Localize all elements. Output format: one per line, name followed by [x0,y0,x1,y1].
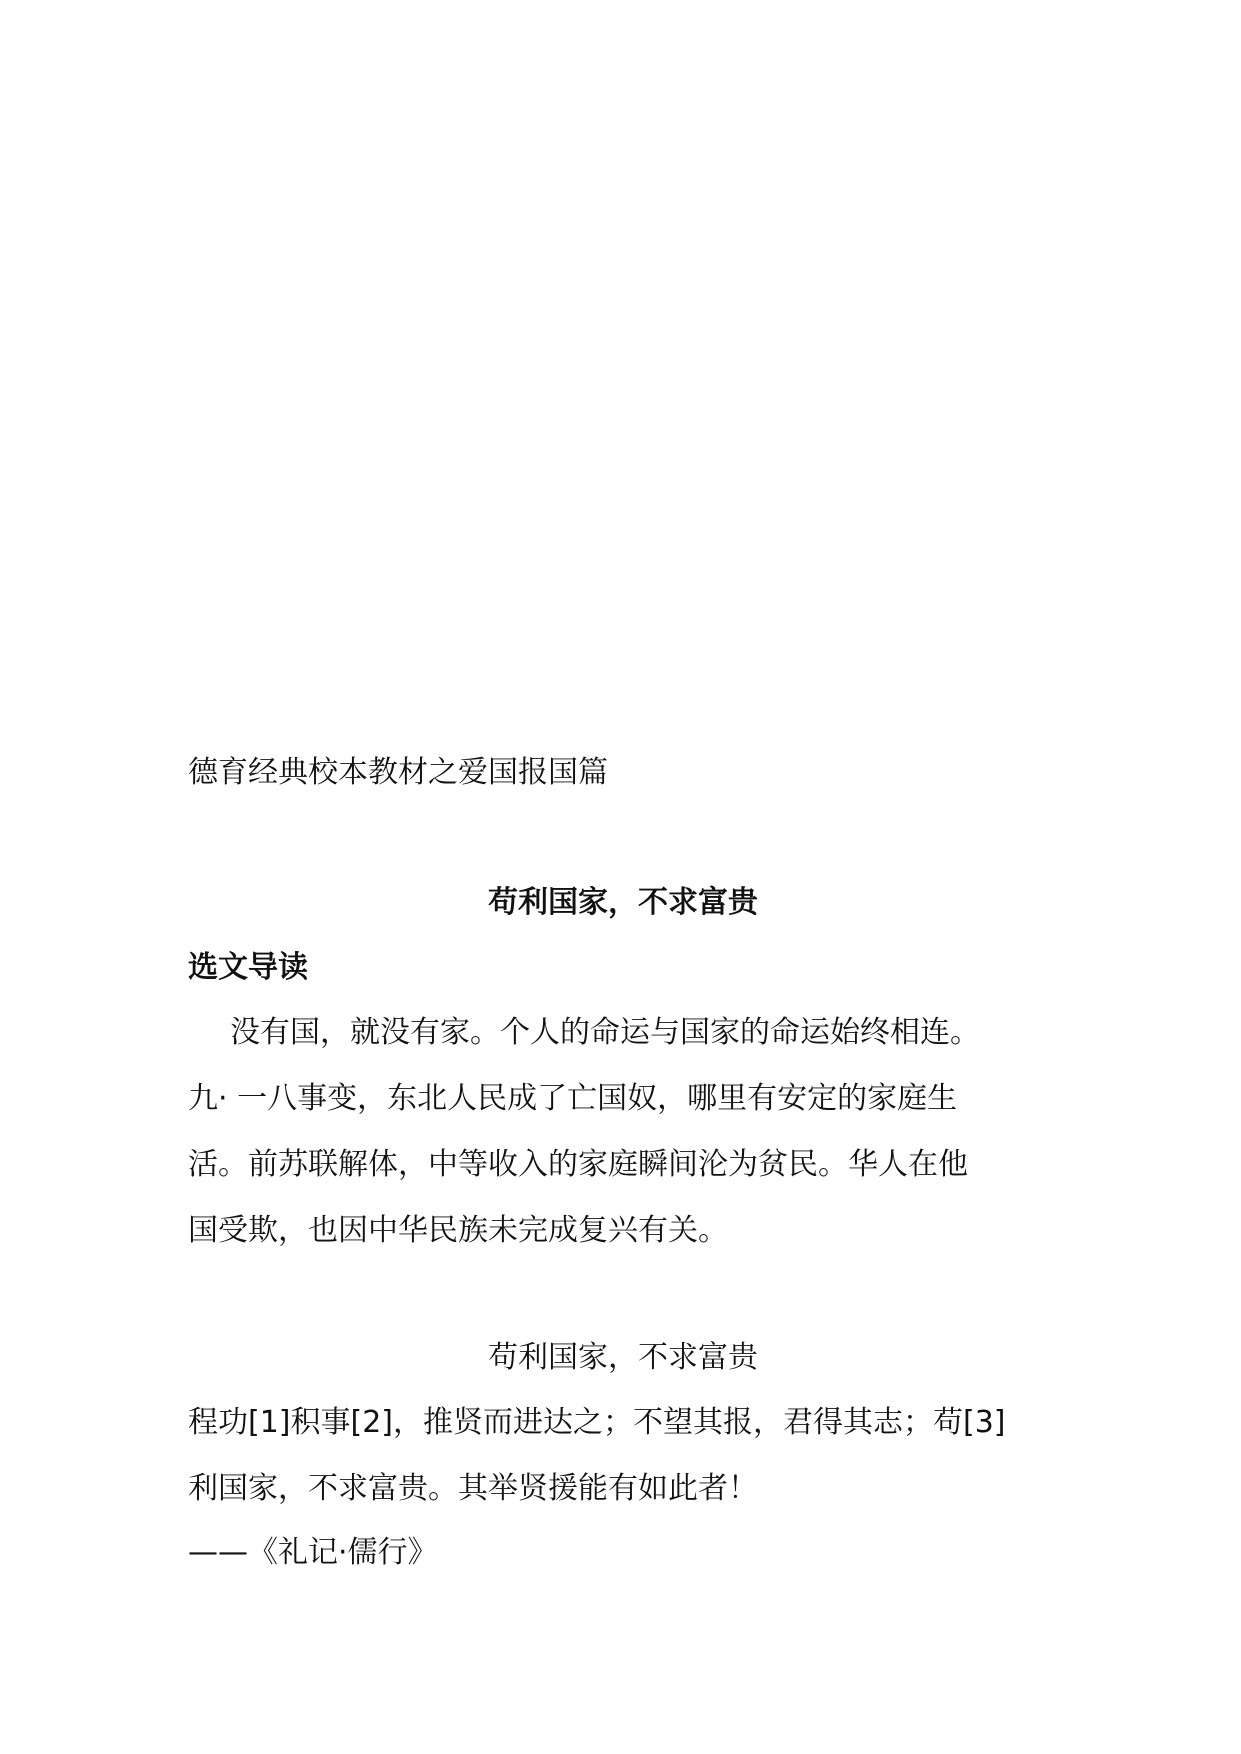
intro-line: 活。前苏联解体，中等收入的家庭瞬间沦为贫民。华人在他 [188,1147,968,1182]
quote-line: 程功[1]积事[2]，推贤而进达之；不望其报，君得其志；苟[3] [188,1405,1006,1440]
quote-source: ——《礼记·儒行》 [188,1535,438,1570]
intro-paragraph [188,1000,1058,1264]
quote-paragraph [188,1390,1058,1522]
intro-line: 没有国，就没有家。个人的命运与国家的命运始终相连。 [230,1015,980,1050]
intro-line: 国受欺，也因中华民族未完成复兴有关。 [188,1213,728,1248]
text-heading: 苟利国家，不求富贵 [488,1340,758,1375]
main-heading: 苟利国家，不求富贵 [488,885,758,920]
section-heading: 选文导读 [188,950,308,985]
intro-line: 九· 一八事变，东北人民成了亡国奴，哪里有安定的家庭生 [188,1081,958,1116]
document-title: 德育经典校本教材之爱国报国篇 [188,755,608,790]
quote-line: 利国家，不求富贵。其举贤援能有如此者！ [188,1471,758,1506]
